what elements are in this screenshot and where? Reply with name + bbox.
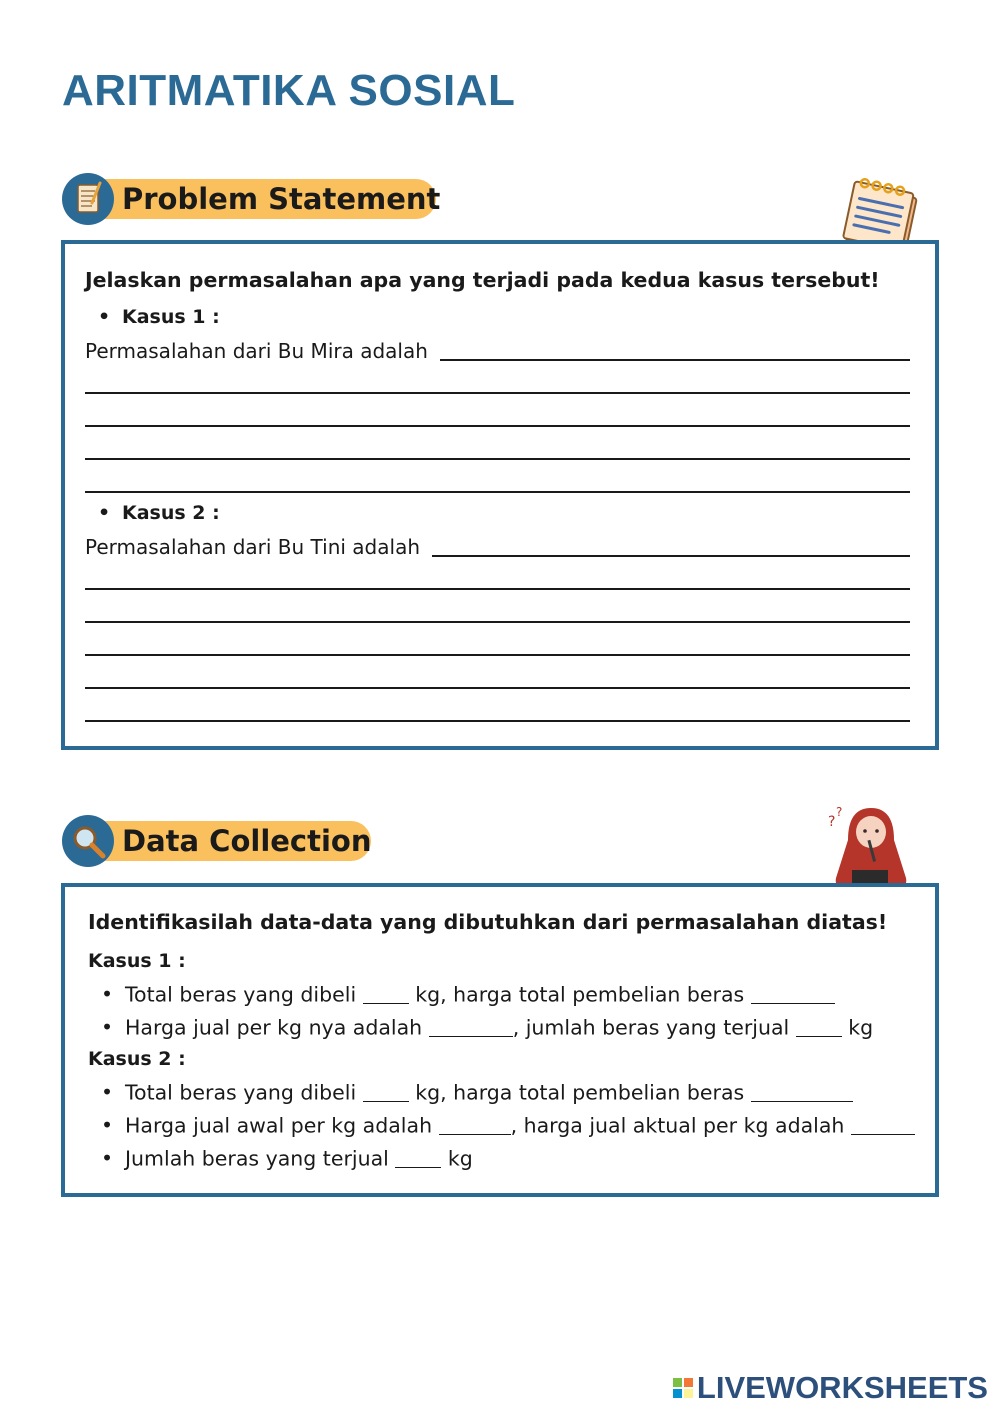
dc-case2-label: Kasus 2 :	[88, 1048, 186, 1070]
dc-case2-total-kg-blank[interactable]	[363, 1080, 409, 1102]
problem-statement-icon-circle	[62, 173, 114, 225]
case1-answer-line-1[interactable]	[440, 359, 910, 361]
dc-case2-initial-price-blank[interactable]	[439, 1113, 511, 1135]
case2-label: • Kasus 2 :	[122, 502, 220, 524]
dc-case2-item-3: • Jumlah beras yang terjual kg	[125, 1146, 473, 1171]
dc-case2-item-2: • Harga jual awal per kg adalah , harga jual aktual per kg adalah	[125, 1113, 915, 1138]
data-collection-title: Data Collection	[122, 824, 372, 858]
liveworksheets-logo	[673, 1370, 988, 1406]
dc-case2-sold-kg-blank[interactable]	[395, 1146, 441, 1168]
case2-answer-line-4[interactable]	[85, 654, 910, 656]
case2-answer-line-2[interactable]	[85, 588, 910, 590]
data-collection-icon-circle	[62, 815, 114, 867]
notebook-icon	[62, 173, 114, 225]
case2-answer-line-3[interactable]	[85, 621, 910, 623]
svg-text:?: ?	[828, 814, 836, 830]
thinking-student-icon	[826, 800, 916, 890]
case1-answer-line-2[interactable]	[85, 392, 910, 394]
dc-case1-sold-kg-blank[interactable]	[796, 1015, 842, 1037]
dc-case1-item-1: • Total beras yang dibeli kg, harga total pembelian beras	[125, 982, 835, 1007]
logo-mark-icon	[673, 1378, 693, 1398]
data-collection-question: Identifikasilah data-data yang dibutuhkan dari permasalahan diatas!	[88, 910, 888, 934]
dc-case1-total-price-blank[interactable]	[751, 982, 835, 1004]
problem-statement-title: Problem Statement	[122, 182, 441, 216]
page-title: ARITMATIKA SOSIAL	[62, 66, 516, 115]
dc-case2-item-1: • Total beras yang dibeli kg, harga total pembelian beras	[125, 1080, 853, 1105]
case1-answer-line-4[interactable]	[85, 458, 910, 460]
svg-text:?: ?	[836, 805, 843, 819]
case2-answer-line-1[interactable]	[432, 555, 910, 557]
dc-case1-label: Kasus 1 :	[88, 950, 186, 972]
dc-case2-actual-price-blank[interactable]	[851, 1113, 915, 1135]
problem-question: Jelaskan permasalahan apa yang terjadi pada kedua kasus tersebut!	[85, 268, 880, 292]
case1-lead-text: Permasalahan dari Bu Mira adalah	[85, 339, 428, 363]
case2-answer-line-6[interactable]	[85, 720, 910, 722]
case2-lead-text: Permasalahan dari Bu Tini adalah	[85, 535, 420, 559]
magnifier-icon	[62, 815, 114, 867]
dc-case2-total-price-blank[interactable]	[751, 1080, 853, 1102]
dc-case1-price-per-kg-blank[interactable]	[429, 1015, 513, 1037]
logo-text: LIVEWORKSHEETS	[696, 1370, 988, 1405]
dc-case1-item-2: • Harga jual per kg nya adalah , jumlah beras yang terjual kg	[125, 1015, 873, 1040]
dc-case1-total-kg-blank[interactable]	[363, 982, 409, 1004]
case1-answer-line-3[interactable]	[85, 425, 910, 427]
case1-label: • Kasus 1 :	[122, 306, 220, 328]
case1-answer-line-5[interactable]	[85, 491, 910, 493]
case2-answer-line-5[interactable]	[85, 687, 910, 689]
